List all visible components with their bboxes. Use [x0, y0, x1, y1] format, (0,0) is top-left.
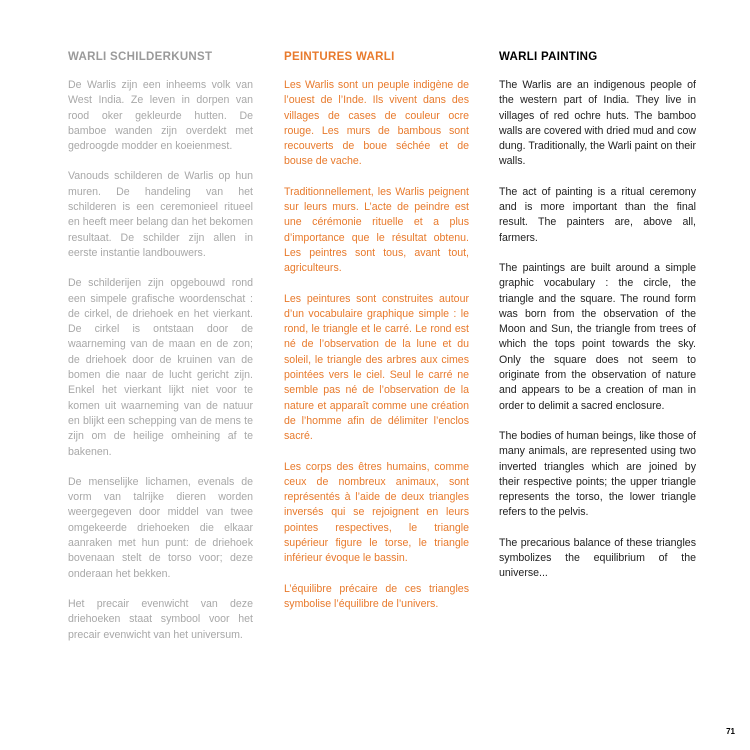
- dutch-paragraph-5: Het precair evenwicht van deze driehoeken staat symbool voor het precair evenwicht van het universum.: [68, 597, 253, 641]
- english-paragraph-4: The bodies of human beings, like those of many animals, are represented using two inverted triangles which are joined by their respective points; the upper triangle represents the torso, the lower triangle refers to the pelvis.: [499, 429, 696, 519]
- english-paragraph-1: The Warlis are an indigenous people of the western part of India. They live in villages of red ochre huts. The bamboo walls are covered with dried mud and cow dung. Traditionally, the Warli paint on their walls.: [499, 79, 696, 168]
- french-column: [284, 50, 469, 627]
- french-paragraph-5: L’équilibre précaire de ces triangles symbolise l’équilibre de l’univers.: [284, 582, 469, 610]
- french-paragraph-1: Les Warlis sont un peuple indigène de l’ouest de l’Inde. Ils vivent dans des villages de cases de couleur ocre rouge. Les murs de bambous sont recouverts de boue séchée et de bouse de vache.: [284, 79, 469, 168]
- dutch-paragraph-1: De Warlis zijn een inheems volk van West India. Ze leven in dorpen van rood oker gekleurde hutten. De bamboe wanden zijn overdekt met gedroogde modder en koeienmest.: [68, 79, 253, 153]
- dutch-title: WARLI SCHILDERKUNST: [68, 51, 213, 63]
- dutch-paragraph-3: De schilderijen zijn opgebouwd rond een simpele grafische woordenschat : de cirkel, de driehoek en het vierkant. De cirkel is ontstaan door de waarneming van de maan en de zon; de driehoek door de kruinen van de bomen die naar de lucht gericht zijn. Enkel het vierkant lijkt niet voor te komen uit waarneming van de natuur en blijkt een schepping van de mens te zijn om de heilige omheining af te bakenen.: [68, 277, 253, 458]
- french-paragraph-3: Les peintures sont construites autour d’un vocabulaire graphique simple : le rond, le triangle et le carré. Le rond est né de l’observation de la lune et du soleil, le triangle des arbres aux cimes pointées vers le ciel. Seul le carré ne semble pas né de l’observation de la nature et apparaît comme une création de l’homme afin de délimiter l’enclos sacré.: [284, 292, 469, 443]
- dutch-paragraph-4: De menselijke lichamen, evenals de vorm van talrijke dieren worden weergegeven door middel van twee omgekeerde driehoeken die elkaar aanraken met hun punt: de driehoek bovenaan stelt de torso voor; deze onderaan het bekken.: [68, 475, 253, 580]
- english-title: WARLI PAINTING: [499, 51, 598, 63]
- french-paragraph-2: Traditionnellement, les Warlis peignent sur leurs murs. L’acte de peindre est une cérémonie rituelle et a plus d’importance que le résultat obtenu. Les peintres sont tous, avant tout, agriculteurs.: [284, 185, 469, 275]
- french-paragraph-4: Les corps des êtres humains, comme ceux de nombreux animaux, sont représentés à l’aide de deux triangles inversés qui se rejoignent en leurs pointes respectives, le triangle supérieur figure le torse, le triangle inférieur évoque le bassin.: [284, 460, 469, 565]
- english-paragraph-3: The paintings are built around a simple graphic vocabulary : the circle, the triangle and the square. The round form was born from the observation of the Moon and Sun, the triangle from trees of which the tops point towards the sky. Only the square does not seem to originate from the observation of nature and appears to be a creation of man in order to delimit a sacred enclosure.: [499, 261, 696, 412]
- english-paragraph-2: The act of painting is a ritual ceremony and is more important than the final result. The painters are, above all, farmers.: [499, 185, 696, 244]
- english-paragraph-5: The precarious balance of these triangles symbolizes the equilibrium of the universe...: [499, 536, 696, 580]
- english-column: [499, 50, 696, 597]
- french-title: PEINTURES WARLI: [284, 51, 395, 63]
- dutch-column: [68, 50, 253, 658]
- page-number: 71: [726, 727, 735, 736]
- dutch-paragraph-2: Vanouds schilderen de Warlis op hun muren. De handeling van het schilderen is een ceremonieel ritueel en heeft meer belang dan het bekomen resultaat. De schilder zijn allen in eerste instantie landbouwers.: [68, 170, 253, 259]
